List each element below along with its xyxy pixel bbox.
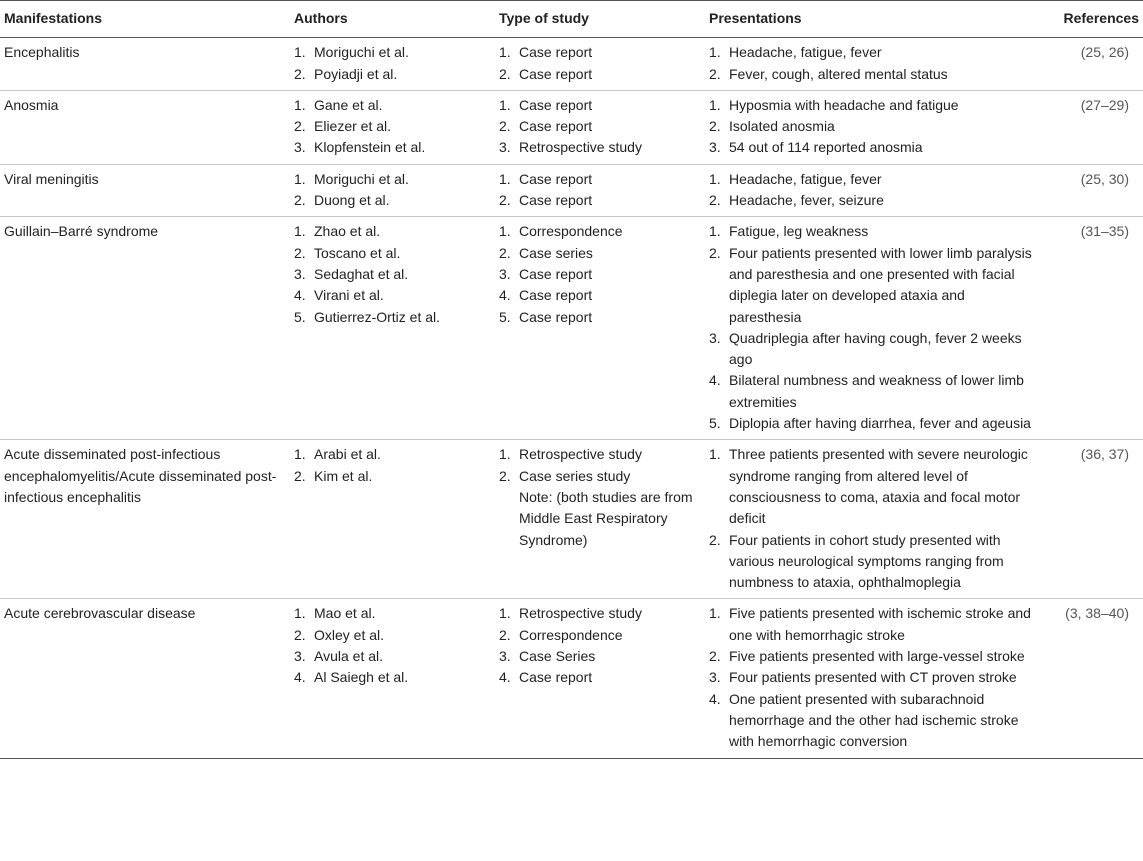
list-number: 1. <box>294 223 306 240</box>
list-number: 3. <box>499 265 511 282</box>
author-item-text: Arabi et al. <box>314 446 381 463</box>
manifestation-cell: Viral meningitis <box>4 170 99 187</box>
list-number: 1. <box>499 605 511 622</box>
author-item-text: Klopfenstein et al. <box>314 139 426 156</box>
authors-cell <box>290 90 495 164</box>
manifestation-cell: Acute cerebrovascular disease <box>4 605 196 622</box>
author-item-text: Oxley et al. <box>314 626 385 643</box>
author-item <box>294 116 491 137</box>
study-type-item-text: Case report <box>519 287 593 304</box>
presentations-cell <box>705 217 1045 440</box>
list-number: 5. <box>709 415 721 432</box>
list-number: 1. <box>294 446 306 463</box>
reference-link[interactable]: (3, 38–40) <box>1065 605 1129 622</box>
presentation-item <box>709 116 1041 137</box>
table-row <box>0 164 1143 217</box>
study-type-item-text: Case report <box>519 96 593 113</box>
authors-cell <box>290 38 495 91</box>
author-item <box>294 307 491 328</box>
reference-link[interactable]: (31–35) <box>1080 223 1129 240</box>
author-item <box>294 285 491 306</box>
header-authors: Authors <box>294 10 348 26</box>
presentations-cell <box>705 440 1045 599</box>
authors-cell <box>290 599 495 758</box>
list-number: 4. <box>294 287 306 304</box>
list-number: 1. <box>709 605 721 622</box>
author-item <box>294 95 491 116</box>
header-presentations: Presentations <box>709 10 802 26</box>
list-number: 1. <box>499 170 511 187</box>
presentation-item-text: Four patients presented with lower limb paralysis and paresthesia and one presented with facial diplegia later on developed ataxia and paresthesia <box>729 244 1032 325</box>
list-number: 4. <box>499 669 511 686</box>
presentation-item <box>709 530 1041 594</box>
header-manifestations: Manifestations <box>4 10 103 26</box>
presentation-item-text: Four patients in cohort study presented with various neurological symptoms ranging from numbness to ataxia, ophthalmoplegia <box>729 531 1004 591</box>
list-number: 1. <box>709 446 721 463</box>
study-type-item <box>499 169 701 190</box>
reference-link[interactable]: (25, 26) <box>1080 44 1129 61</box>
study-type-item <box>499 264 701 285</box>
list-number: 1. <box>499 44 511 61</box>
reference-link[interactable]: (25, 30) <box>1080 170 1129 187</box>
presentation-item-text: 54 out of 114 reported anosmia <box>729 139 923 156</box>
presentation-item-text: Bilateral numbness and weakness of lower limb extremities <box>729 372 1024 410</box>
list-number: 5. <box>499 308 511 325</box>
list-number: 2. <box>499 467 511 484</box>
study-type-item-list <box>499 169 701 212</box>
list-number: 4. <box>709 372 721 389</box>
study-type-item-text: Case series <box>519 244 593 261</box>
study-type-item <box>499 137 701 158</box>
presentation-item-list <box>709 603 1041 752</box>
study-note: Note: (both studies are from Middle East Respiratory Syndrome) <box>519 488 693 548</box>
list-number: 3. <box>709 139 721 156</box>
list-number: 2. <box>499 626 511 643</box>
reference-link[interactable]: (27–29) <box>1080 96 1129 113</box>
presentation-item <box>709 370 1041 413</box>
author-item <box>294 137 491 158</box>
presentation-item-text: Quadriplegia after having cough, fever 2 weeks ago <box>729 329 1022 368</box>
author-item-text: Sedaghat et al. <box>314 265 409 282</box>
study-type-item-text: Case report <box>519 118 593 135</box>
presentation-item <box>709 413 1041 434</box>
list-number: 2. <box>499 244 511 261</box>
author-item-text: Virani et al. <box>314 287 384 304</box>
author-item-list <box>294 42 491 85</box>
list-number: 3. <box>294 648 306 665</box>
presentation-item-text: Hyposmia with headache and fatigue <box>729 96 959 113</box>
header-references: References <box>1063 10 1139 26</box>
study-type-item-list <box>499 444 701 487</box>
author-item-list <box>294 169 491 212</box>
list-number: 1. <box>294 96 306 113</box>
presentation-item <box>709 667 1041 688</box>
presentations-cell <box>705 164 1045 217</box>
author-item-text: Zhao et al. <box>314 223 381 240</box>
author-item-text: Gutierrez-Ortiz et al. <box>314 308 441 325</box>
authors-cell <box>290 164 495 217</box>
study-type-cell <box>495 90 705 164</box>
study-type-item-text: Case series study <box>519 467 631 484</box>
table-row <box>0 599 1143 758</box>
study-type-item <box>499 285 701 306</box>
author-item-text: Poyiadji et al. <box>314 65 398 82</box>
authors-cell <box>290 440 495 599</box>
list-number: 2. <box>709 192 721 209</box>
author-item-text: Toscano et al. <box>314 244 401 261</box>
presentations-cell <box>705 90 1045 164</box>
list-number: 4. <box>499 287 511 304</box>
presentation-item-list <box>709 221 1041 434</box>
presentation-item <box>709 95 1041 116</box>
study-type-item-text: Case report <box>519 265 593 282</box>
presentation-item <box>709 169 1041 190</box>
manifestation-cell: Encephalitis <box>4 44 80 61</box>
study-type-item-text: Case report <box>519 308 593 325</box>
author-item <box>294 466 491 487</box>
list-number: 2. <box>294 626 306 643</box>
study-type-item-list <box>499 221 701 327</box>
author-item-text: Kim et al. <box>314 467 373 484</box>
study-type-cell <box>495 217 705 440</box>
study-type-item-text: Case report <box>519 669 593 686</box>
table-row <box>0 38 1143 91</box>
table-row <box>0 90 1143 164</box>
study-type-item <box>499 667 701 688</box>
author-item-list <box>294 603 491 688</box>
author-item <box>294 646 491 667</box>
author-item-list <box>294 444 491 487</box>
study-type-item-text: Case report <box>519 170 593 187</box>
presentation-item-text: Headache, fever, seizure <box>729 192 884 209</box>
author-item-list <box>294 221 491 327</box>
references-cell <box>1045 38 1143 91</box>
study-type-item-text: Correspondence <box>519 223 623 240</box>
author-item-text: Moriguchi et al. <box>314 170 409 187</box>
presentation-item-text: Five patients presented with large-vessel stroke <box>729 648 1025 665</box>
study-type-item-list <box>499 603 701 688</box>
author-item-list <box>294 95 491 159</box>
list-number: 2. <box>294 118 306 135</box>
list-number: 3. <box>294 265 306 282</box>
study-type-item <box>499 646 701 667</box>
presentation-item-list <box>709 42 1041 85</box>
presentation-item-text: One patient presented with subarachnoid hemorrhage and the other had ischemic stroke with hemorrhagic conversion <box>729 690 1019 750</box>
author-item <box>294 625 491 646</box>
table-body <box>0 38 1143 758</box>
study-type-item <box>499 243 701 264</box>
list-number: 3. <box>294 139 306 156</box>
references-cell <box>1045 217 1143 440</box>
references-cell <box>1045 90 1143 164</box>
presentation-item <box>709 243 1041 328</box>
presentation-item-text: Fever, cough, altered mental status <box>729 65 948 82</box>
study-type-item <box>499 64 701 85</box>
manifestation-cell: Guillain–Barré syndrome <box>4 223 159 240</box>
list-number: 3. <box>709 329 721 346</box>
study-type-item-text: Retrospective study <box>519 605 642 622</box>
study-type-cell <box>495 164 705 217</box>
list-number: 1. <box>709 223 721 240</box>
presentations-cell <box>705 38 1045 91</box>
study-type-item <box>499 221 701 242</box>
author-item-text: Gane et al. <box>314 96 383 113</box>
list-number: 1. <box>499 96 511 113</box>
presentation-item-text: Headache, fatigue, fever <box>729 44 882 61</box>
list-number: 2. <box>709 65 721 82</box>
list-number: 2. <box>294 467 306 484</box>
author-item <box>294 64 491 85</box>
list-number: 2. <box>499 65 511 82</box>
presentation-item-text: Headache, fatigue, fever <box>729 170 882 187</box>
presentation-item <box>709 190 1041 211</box>
presentation-item <box>709 444 1041 529</box>
list-number: 2. <box>709 244 721 261</box>
author-item-text: Duong et al. <box>314 192 390 209</box>
author-item <box>294 243 491 264</box>
author-item <box>294 444 491 465</box>
list-number: 1. <box>709 96 721 113</box>
list-number: 3. <box>499 648 511 665</box>
presentation-item-text: Four patients presented with CT proven stroke <box>729 669 1017 686</box>
presentation-item <box>709 64 1041 85</box>
author-item <box>294 667 491 688</box>
list-number: 3. <box>499 139 511 156</box>
list-number: 1. <box>709 44 721 61</box>
study-type-item <box>499 466 701 487</box>
author-item <box>294 264 491 285</box>
list-number: 4. <box>294 669 306 686</box>
list-number: 1. <box>499 446 511 463</box>
author-item-text: Moriguchi et al. <box>314 44 409 61</box>
list-number: 2. <box>294 244 306 261</box>
study-type-item-text: Case Series <box>519 648 596 665</box>
presentation-item <box>709 221 1041 242</box>
author-item-text: Avula et al. <box>314 648 384 665</box>
list-number: 2. <box>294 65 306 82</box>
study-type-item-text: Case report <box>519 65 593 82</box>
study-type-item <box>499 444 701 465</box>
author-item <box>294 42 491 63</box>
study-type-item-text: Case report <box>519 192 593 209</box>
list-number: 2. <box>294 192 306 209</box>
presentation-item <box>709 603 1041 646</box>
presentation-item <box>709 137 1041 158</box>
author-item <box>294 603 491 624</box>
manifestation-cell: Acute disseminated post-infectious encephalomyelitis/Acute disseminated post-infectious encephalitis <box>4 446 277 505</box>
reference-link[interactable]: (36, 37) <box>1080 446 1129 463</box>
list-number: 2. <box>499 118 511 135</box>
presentation-item-text: Isolated anosmia <box>729 118 835 135</box>
study-type-item-text: Correspondence <box>519 626 623 643</box>
list-number: 2. <box>709 531 721 548</box>
presentation-item-list <box>709 169 1041 212</box>
author-item-text: Eliezer et al. <box>314 118 392 135</box>
study-type-item-text: Case report <box>519 44 593 61</box>
list-number: 4. <box>709 690 721 707</box>
presentations-cell <box>705 599 1045 758</box>
presentation-item-text: Three patients presented with severe neurologic syndrome ranging from altered level of consciousness to coma, ataxia and focal motor deficit <box>729 446 1028 527</box>
study-type-item-list <box>499 42 701 85</box>
list-number: 2. <box>499 192 511 209</box>
presentation-item <box>709 646 1041 667</box>
study-type-item-text: Retrospective study <box>519 446 642 463</box>
references-cell <box>1045 440 1143 599</box>
presentation-item-list <box>709 444 1041 593</box>
references-cell <box>1045 599 1143 758</box>
presentation-item <box>709 42 1041 63</box>
header-type-of-study: Type of study <box>499 10 589 26</box>
presentation-item-text: Diplopia after having diarrhea, fever and ageusia <box>729 415 1031 432</box>
list-number: 3. <box>709 669 721 686</box>
list-number: 1. <box>499 223 511 240</box>
list-number: 5. <box>294 308 306 325</box>
study-type-cell <box>495 38 705 91</box>
author-item-text: Al Saiegh et al. <box>314 669 409 686</box>
study-type-item <box>499 116 701 137</box>
manifestation-cell: Anosmia <box>4 96 59 113</box>
author-item <box>294 169 491 190</box>
references-cell <box>1045 164 1143 217</box>
authors-cell <box>290 217 495 440</box>
list-number: 2. <box>709 118 721 135</box>
study-type-item-list <box>499 95 701 159</box>
presentation-item-text: Fatigue, leg weakness <box>729 223 869 240</box>
study-type-item <box>499 625 701 646</box>
table-row <box>0 217 1143 440</box>
study-type-cell <box>495 599 705 758</box>
list-number: 1. <box>294 170 306 187</box>
study-type-cell <box>495 440 705 599</box>
presentation-item <box>709 328 1041 371</box>
study-type-item-text: Retrospective study <box>519 139 642 156</box>
list-number: 2. <box>709 648 721 665</box>
author-item <box>294 221 491 242</box>
presentation-item-text: Five patients presented with ischemic stroke and one with hemorrhagic stroke <box>729 605 1031 643</box>
table-row <box>0 440 1143 599</box>
study-type-item <box>499 42 701 63</box>
author-item-text: Mao et al. <box>314 605 376 622</box>
list-number: 1. <box>709 170 721 187</box>
study-type-item <box>499 603 701 624</box>
study-type-item <box>499 307 701 328</box>
study-type-item <box>499 95 701 116</box>
presentation-item <box>709 689 1041 753</box>
table-header <box>0 1 1143 38</box>
presentation-item-list <box>709 95 1041 159</box>
study-type-item <box>499 190 701 211</box>
author-item <box>294 190 491 211</box>
list-number: 1. <box>294 44 306 61</box>
list-number: 1. <box>294 605 306 622</box>
header-row <box>0 1 1143 38</box>
